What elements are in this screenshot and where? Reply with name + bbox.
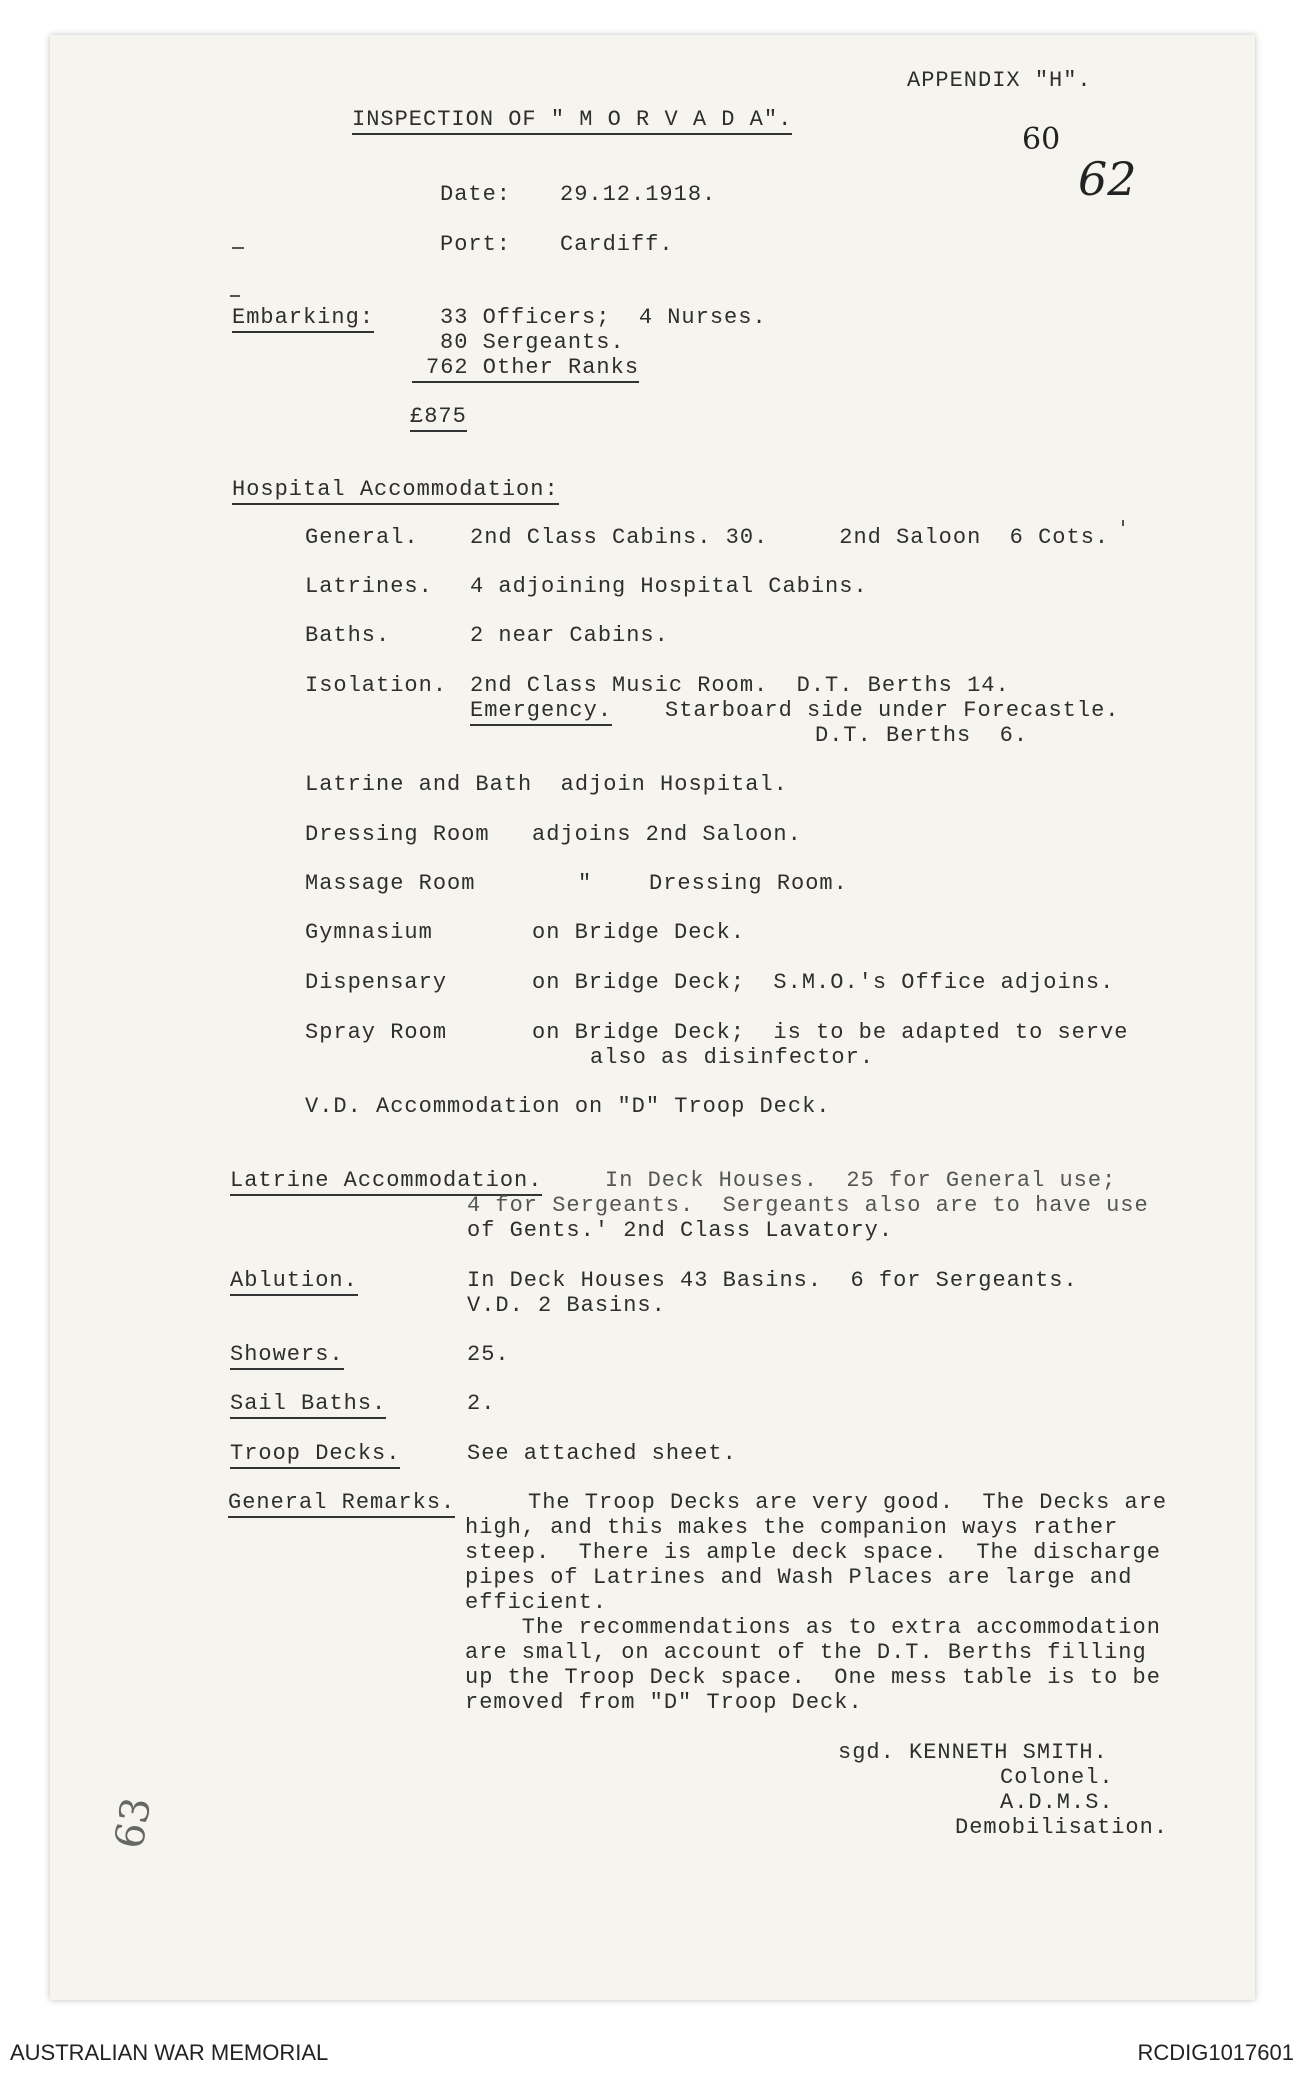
hospital-row-label: Isolation. [305, 673, 448, 698]
vd-accommodation: V.D. Accommodation on "D" Troop Deck. [305, 1094, 831, 1119]
room-value: " Dressing Room. [578, 871, 848, 896]
remarks-line: removed from "D" Troop Deck. [465, 1690, 863, 1715]
embarking-line: 762 Other Ranks [412, 355, 639, 383]
hospital-row-label: Latrines. [305, 574, 433, 599]
showers-value: 25. [467, 1342, 510, 1367]
remarks-line: The recommendations as to extra accommodation [465, 1615, 1161, 1640]
room-value-continued: also as disinfector. [590, 1045, 875, 1070]
emergency-berths: D.T. Berths 6. [815, 723, 1029, 748]
room-value: on Bridge Deck; S.M.O.'s Office adjoins. [532, 970, 1115, 995]
embarking-line: 33 Officers; 4 Nurses. [440, 305, 767, 330]
footer-record-id: RCDIG1017601 [1137, 2040, 1294, 2065]
room-value: adjoins 2nd Saloon. [532, 822, 802, 847]
remarks-line: The Troop Decks are very good. The Decks are [528, 1490, 1168, 1515]
room-label: Dressing Room [305, 822, 490, 847]
room-label: Spray Room [305, 1020, 448, 1045]
ablution-line: V.D. 2 Basins. [467, 1293, 666, 1318]
room-value: on Bridge Deck. [532, 920, 746, 945]
margin-tick [230, 295, 240, 297]
latrine-line: 4 for Sergeants. Sergeants also are to have use [467, 1193, 1149, 1218]
sail-baths-value: 2. [467, 1391, 496, 1416]
remarks-label: General Remarks. [228, 1490, 455, 1518]
typed-page-number: 60 [1022, 122, 1061, 157]
hospital-row-label: General. [305, 525, 419, 550]
emergency-label: Emergency. [470, 698, 612, 726]
page-title: INSPECTION OF " M O R V A D A". [352, 107, 792, 135]
embarking-total: £875 [410, 404, 467, 432]
hospital-row-label: Baths. [305, 623, 391, 648]
troop-decks-value: See attached sheet. [467, 1441, 737, 1466]
signature-unit: Demobilisation. [955, 1815, 1169, 1840]
port-value: Cardiff. [560, 232, 674, 257]
footer-publisher: AUSTRALIAN WAR MEMORIAL [10, 2040, 329, 2065]
latrine-line: of Gents.' 2nd Class Lavatory. [467, 1218, 894, 1243]
ablution-label: Ablution. [230, 1268, 358, 1296]
remarks-line: efficient. [465, 1590, 608, 1615]
margin-note: 63 [106, 1793, 161, 1853]
latrine-label: Latrine Accommodation. [230, 1168, 542, 1196]
embarking-label: Embarking: [232, 305, 374, 333]
troop-decks-label: Troop Decks. [230, 1441, 400, 1469]
signature-title: A.D.M.S. [1000, 1790, 1114, 1815]
hospital-row-value: 2nd Class Cabins. 30. 2nd Saloon 6 Cots. [470, 525, 1110, 550]
port-label: Port: [440, 232, 512, 257]
latrine-bath-note: Latrine and Bath adjoin Hospital. [305, 772, 788, 797]
remarks-line: are small, on account of the D.T. Berths filling [465, 1640, 1147, 1665]
showers-label: Showers. [230, 1342, 344, 1370]
hospital-heading: Hospital Accommodation: [232, 477, 559, 505]
hospital-row-value: 2 near Cabins. [470, 623, 669, 648]
embarking-line: 80 Sergeants. [440, 330, 625, 355]
margin-tick [232, 247, 244, 249]
remarks-line: steep. There is ample deck space. The discharge [465, 1540, 1161, 1565]
latrine-line: In Deck Houses. 25 for General use; [605, 1168, 1117, 1193]
date-label: Date: [440, 182, 512, 207]
date-value: 29.12.1918. [560, 182, 717, 207]
room-value: on Bridge Deck; is to be adapted to serve [532, 1020, 1129, 1045]
room-label: Gymnasium [305, 920, 433, 945]
signature-name: sgd. KENNETH SMITH. [838, 1740, 1108, 1765]
remarks-line: high, and this makes the companion ways rather [465, 1515, 1119, 1540]
pencil-tick [1122, 520, 1124, 526]
signature-rank: Colonel. [1000, 1765, 1114, 1790]
handwritten-page-number: 62 [1078, 152, 1137, 206]
room-label: Dispensary [305, 970, 448, 995]
ablution-line: In Deck Houses 43 Basins. 6 for Sergeants. [467, 1268, 1078, 1293]
remarks-line: up the Troop Deck space. One mess table is to be [465, 1665, 1161, 1690]
hospital-row-value: 4 adjoining Hospital Cabins. [470, 574, 868, 599]
appendix-label: APPENDIX "H". [907, 68, 1092, 93]
remarks-line: pipes of Latrines and Wash Places are large and [465, 1565, 1133, 1590]
emergency-value: Starboard side under Forecastle. [665, 698, 1120, 723]
hospital-row-value: 2nd Class Music Room. D.T. Berths 14. [470, 673, 1010, 698]
sail-baths-label: Sail Baths. [230, 1391, 386, 1419]
room-label: Massage Room [305, 871, 476, 896]
